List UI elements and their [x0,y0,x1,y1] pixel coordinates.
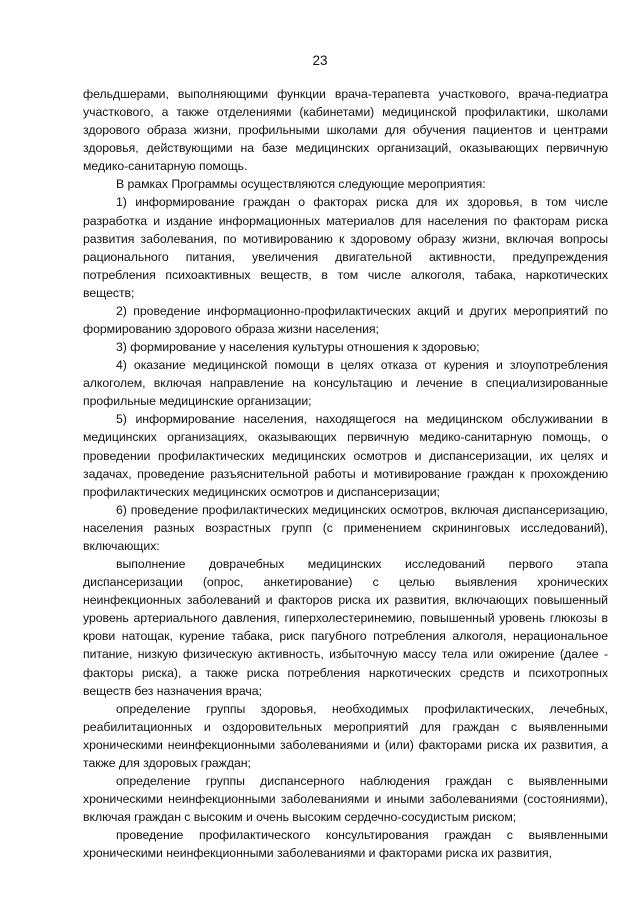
paragraph-item-6: 6) проведение профилактических медицинских осмотров, включая диспансеризацию, населения разных возрастных групп (с применением скрининговых исследований), включающих: [83,502,608,553]
paragraph-item-1: 1) информирование граждан о факторах риска для их здоровья, в том числе разработка и издание информационных материалов для населения по факторам риска развития заболевания, по мотивированию к здоровому образу жизни, включая вопросы рационального питания, увеличения двигательной активности, предупреждения потребления психоактивных веществ, в том числе алкоголя, табака, наркотических веществ; [83,195,608,300]
paragraph-continuation: фельдшерами, выполняющими функции врача-терапевта участкового, врача-педиатра участкового, а также отделениями (кабинетами) медицинской профилактики, школами здорового образа жизни, профильными школами для обучения пациентов и центрами здоровья, действующими на базе медицинских организаций, оказывающих первичную медико-санитарную помощь. [83,87,608,174]
body-text [83,85,608,862]
paragraph-item-3: 3) формирование у населения культуры отношения к здоровью; [116,340,480,355]
paragraph-intro: В рамках Программы осуществляются следующие мероприятия: [116,177,486,192]
page-number: 23 [312,53,328,68]
paragraph-item-5: 5) информирование населения, находящегося на медицинском обслуживании в медицинских организациях, оказывающих первичную медико-санитарную помощь, о проведении профилактических медицинских осмотров и диспансеризации, их целях и задачах, проведение разъяснительной работы и мотивирование граждан к прохождению профилактических медицинских осмотров и диспансеризации; [83,412,608,499]
paragraph-subitem-1: выполнение доврачебных медицинских исследований первого этапа диспансеризации (опрос, анкетирование) с целью выявления хронических неинфекционных заболеваний и факторов риска их развития, включающих повышенный уровень артериального давления, гиперхолестеринемию, повышенный уровень глюкозы в крови натощак, курение табака, риск пагубного потребления алкоголя, нерациональное питание, низкую физическую активность, избыточную массу тела или ожирение (далее - факторы риска), а также риска потребления наркотических средств и психотропных веществ без назначения врача; [83,557,608,698]
paragraph-subitem-3: определение группы диспансерного наблюдения граждан с выявленными хроническими неинфекционными заболеваниями и иными заболеваниями (состояниями), включая граждан с высоким и очень высоким сердечно-сосудистым риском; [83,773,608,825]
paragraph-item-4: 4) оказание медицинской помощи в целях отказа от курения и злоупотребления алкоголем, включая направление на консультацию и лечение в специализированные профильные медицинские организации; [83,358,608,409]
paragraph-subitem-4: проведение профилактического консультирования граждан с выявленными хроническими неинфекционными заболеваниями и факторами риска их развития, [83,828,608,861]
paragraph-subitem-2: определение группы здоровья, необходимых профилактических, лечебных, реабилитационных и оздоровительных мероприятий для граждан с выявленными хроническими неинфекционными заболеваниями и (или) факторами риска их развития, а также для здоровых граждан; [83,701,608,770]
paragraph-item-2: 2) проведение информационно-профилактических акций и других мероприятий по формированию здорового образа жизни населения; [83,303,608,337]
